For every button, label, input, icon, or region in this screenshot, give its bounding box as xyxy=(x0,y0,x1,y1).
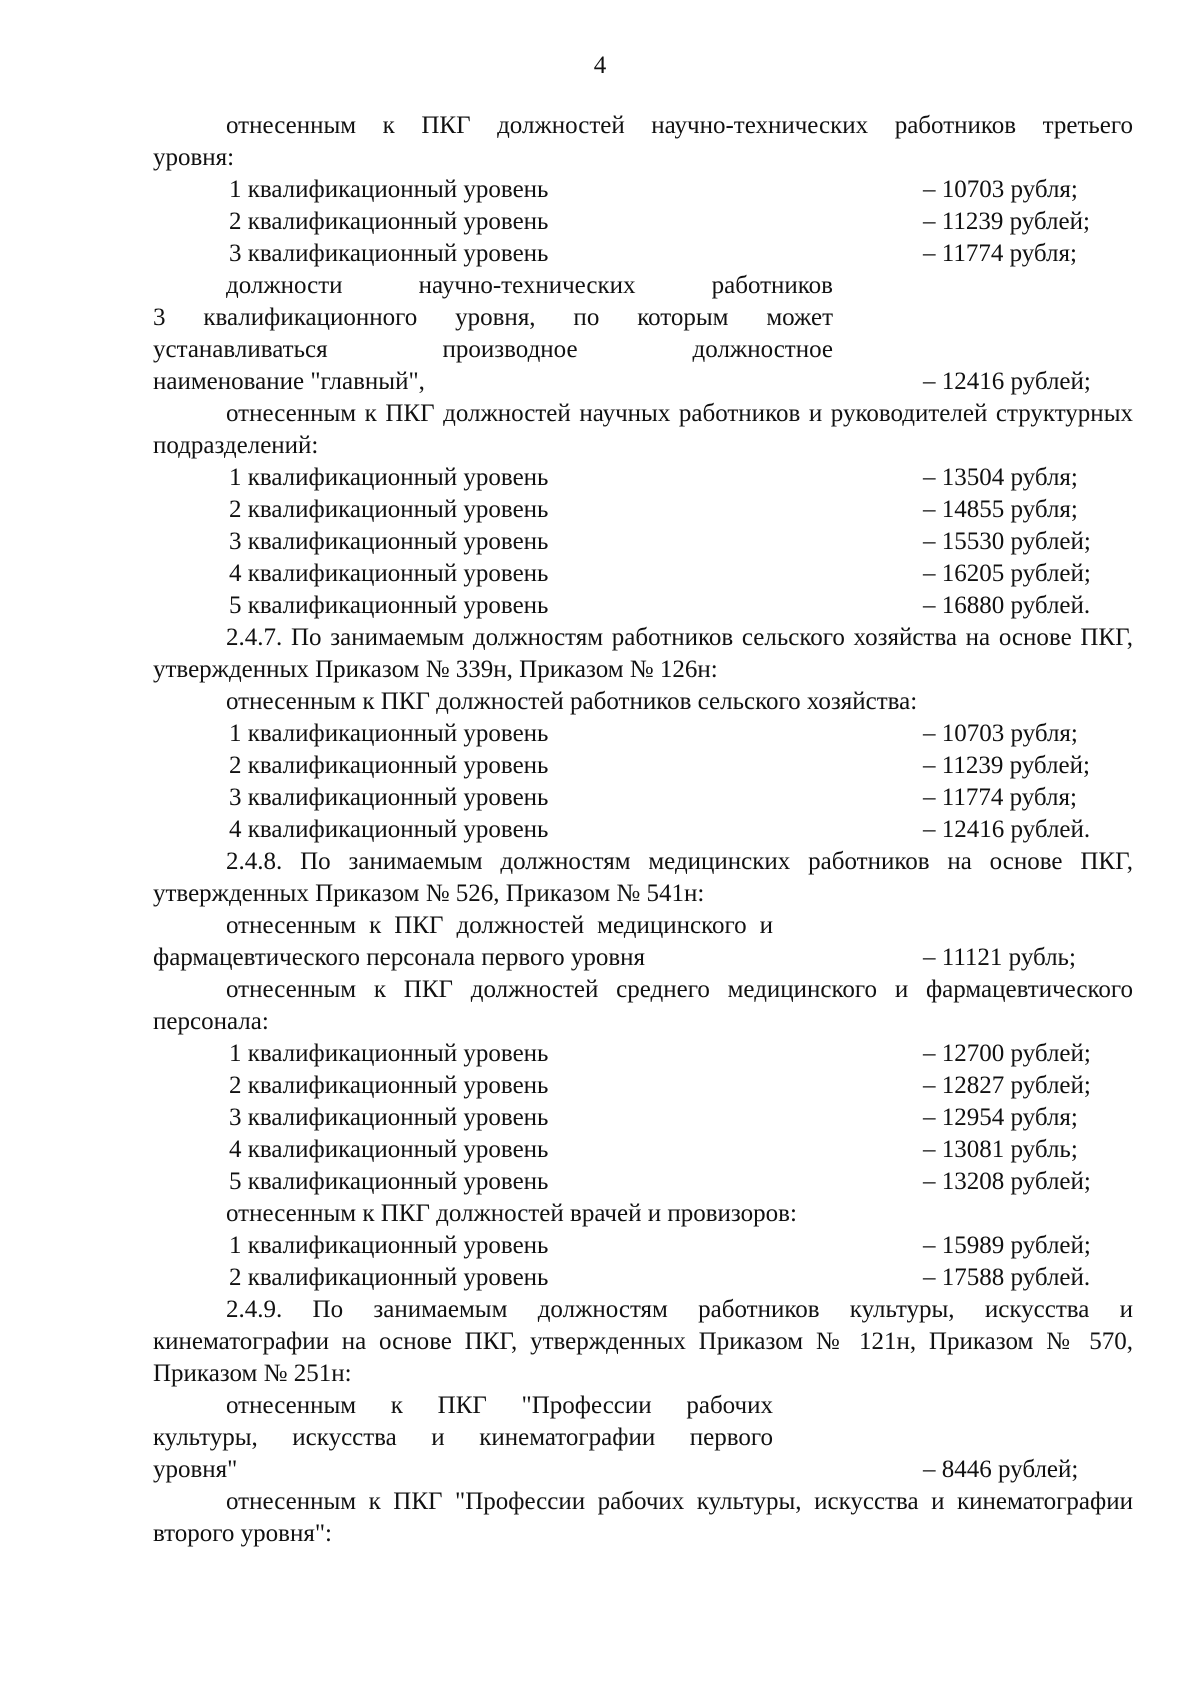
list-item xyxy=(153,782,1133,814)
list-item-multiline xyxy=(153,910,1133,974)
list-item xyxy=(153,1134,1133,1166)
list-item xyxy=(153,1038,1133,1070)
item-label-line: отнесенным к ПКГ должностей медицинского и xyxy=(226,912,773,939)
item-value: – 16205 рублей; xyxy=(923,560,1091,587)
list-item xyxy=(153,1230,1133,1262)
list-item xyxy=(153,1070,1133,1102)
item-label-line: наименование "главный", xyxy=(153,368,425,395)
list-item xyxy=(153,750,1133,782)
list-item xyxy=(153,558,1133,590)
document-body xyxy=(153,110,1133,1550)
section-paragraph: 2.4.8. По занимаемым должностям медицинских работников на основе ПКГ, утвержденных Приказом № 526, Приказом № 541н: xyxy=(153,848,1133,907)
item-value: – 12700 рублей; xyxy=(923,1040,1091,1067)
list-item xyxy=(153,174,1133,206)
section-paragraph: 2.4.7. По занимаемым должностям работников сельского хозяйства на основе ПКГ, утвержденных Приказом № 339н, Приказом № 126н: xyxy=(153,624,1133,683)
list-item xyxy=(153,206,1133,238)
item-value: – 12954 рубля; xyxy=(923,1104,1078,1131)
item-value: – 11121 рубль; xyxy=(923,944,1076,971)
list-item xyxy=(153,590,1133,622)
list-item xyxy=(153,814,1133,846)
item-value: – 11239 рублей; xyxy=(923,752,1090,779)
list-item xyxy=(153,1166,1133,1198)
item-label: 3 квалификационный уровень xyxy=(229,784,549,811)
item-value: – 12416 рублей. xyxy=(923,816,1091,843)
item-label-line: 3 квалификационного уровня, по которым может xyxy=(153,304,833,331)
paragraph: отнесенным к ПКГ должностей врачей и провизоров: xyxy=(226,1200,797,1227)
item-label: 1 квалификационный уровень xyxy=(229,464,549,491)
paragraph: отнесенным к ПКГ должностей среднего медицинского и фармацевтического персонала: xyxy=(153,976,1133,1035)
item-label: 5 квалификационный уровень xyxy=(229,1168,549,1195)
item-label-line: фармацевтического персонала первого уровня xyxy=(153,944,646,971)
item-label: 3 квалификационный уровень xyxy=(229,528,549,555)
item-value: – 12416 рублей; xyxy=(923,368,1091,395)
item-value: – 14855 рубля; xyxy=(923,496,1078,523)
item-value: – 12827 рублей; xyxy=(923,1072,1091,1099)
item-label: 1 квалификационный уровень xyxy=(229,1040,549,1067)
list-item xyxy=(153,1102,1133,1134)
item-label: 1 квалификационный уровень xyxy=(229,720,549,747)
item-label: 4 квалификационный уровень xyxy=(229,560,549,587)
item-value: – 10703 рубля; xyxy=(923,176,1078,203)
list-item xyxy=(153,238,1133,270)
item-label-line: культуры, искусства и кинематографии первого xyxy=(153,1424,773,1451)
item-label: 4 квалификационный уровень xyxy=(229,816,549,843)
list-item xyxy=(153,462,1133,494)
item-label: 2 квалификационный уровень xyxy=(229,752,549,779)
item-label-line: отнесенным к ПКГ "Профессии рабочих xyxy=(226,1392,773,1419)
item-label: 4 квалификационный уровень xyxy=(229,1136,549,1163)
item-value: – 11774 рубля; xyxy=(923,240,1077,267)
item-label-line: уровня" xyxy=(153,1456,238,1483)
item-value: – 11774 рубля; xyxy=(923,784,1077,811)
item-label: 2 квалификационный уровень xyxy=(229,1264,549,1291)
list-item xyxy=(153,526,1133,558)
item-value: – 11239 рублей; xyxy=(923,208,1090,235)
page-number: 4 xyxy=(593,52,607,79)
list-item xyxy=(153,718,1133,750)
section-paragraph: 2.4.9. По занимаемым должностям работников культуры, искусства и кинематографии на основе ПКГ, утвержденных Приказом № 121н, Приказом № 570, Приказом № 251н: xyxy=(153,1296,1133,1387)
item-label-line: должности научно-технических работников xyxy=(226,272,833,299)
list-item-multiline xyxy=(153,270,1133,398)
item-label-line: устанавливаться производное должностное xyxy=(153,336,833,363)
item-label: 3 квалификационный уровень xyxy=(229,240,549,267)
paragraph: отнесенным к ПКГ "Профессии рабочих культуры, искусства и кинематографии второго уровня": xyxy=(153,1488,1133,1547)
item-value: – 8446 рублей; xyxy=(923,1456,1079,1483)
item-label: 1 квалификационный уровень xyxy=(229,1232,549,1259)
item-value: – 13504 рубля; xyxy=(923,464,1078,491)
item-label: 5 квалификационный уровень xyxy=(229,592,549,619)
list-item-multiline xyxy=(153,1390,1133,1486)
item-label: 3 квалификационный уровень xyxy=(229,1104,549,1131)
item-value: – 15530 рублей; xyxy=(923,528,1091,555)
paragraph: отнесенным к ПКГ должностей научно-технических работников третьего xyxy=(226,112,1133,139)
item-value: – 13081 рубль; xyxy=(923,1136,1078,1163)
item-value: – 17588 рублей. xyxy=(923,1264,1091,1291)
item-label: 2 квалификационный уровень xyxy=(229,1072,549,1099)
paragraph: отнесенным к ПКГ должностей работников сельского хозяйства: xyxy=(226,688,918,715)
list-item xyxy=(153,1262,1133,1294)
item-value: – 16880 рублей. xyxy=(923,592,1091,619)
item-label: 2 квалификационный уровень xyxy=(229,496,549,523)
paragraph-continuation: уровня: xyxy=(153,144,235,171)
list-item xyxy=(153,494,1133,526)
paragraph: отнесенным к ПКГ должностей научных работников и руководителей структурных подразделений: xyxy=(153,400,1133,459)
item-label: 1 квалификационный уровень xyxy=(229,176,549,203)
item-label: 2 квалификационный уровень xyxy=(229,208,549,235)
item-value: – 13208 рублей; xyxy=(923,1168,1091,1195)
item-value: – 10703 рубля; xyxy=(923,720,1078,747)
item-value: – 15989 рублей; xyxy=(923,1232,1091,1259)
